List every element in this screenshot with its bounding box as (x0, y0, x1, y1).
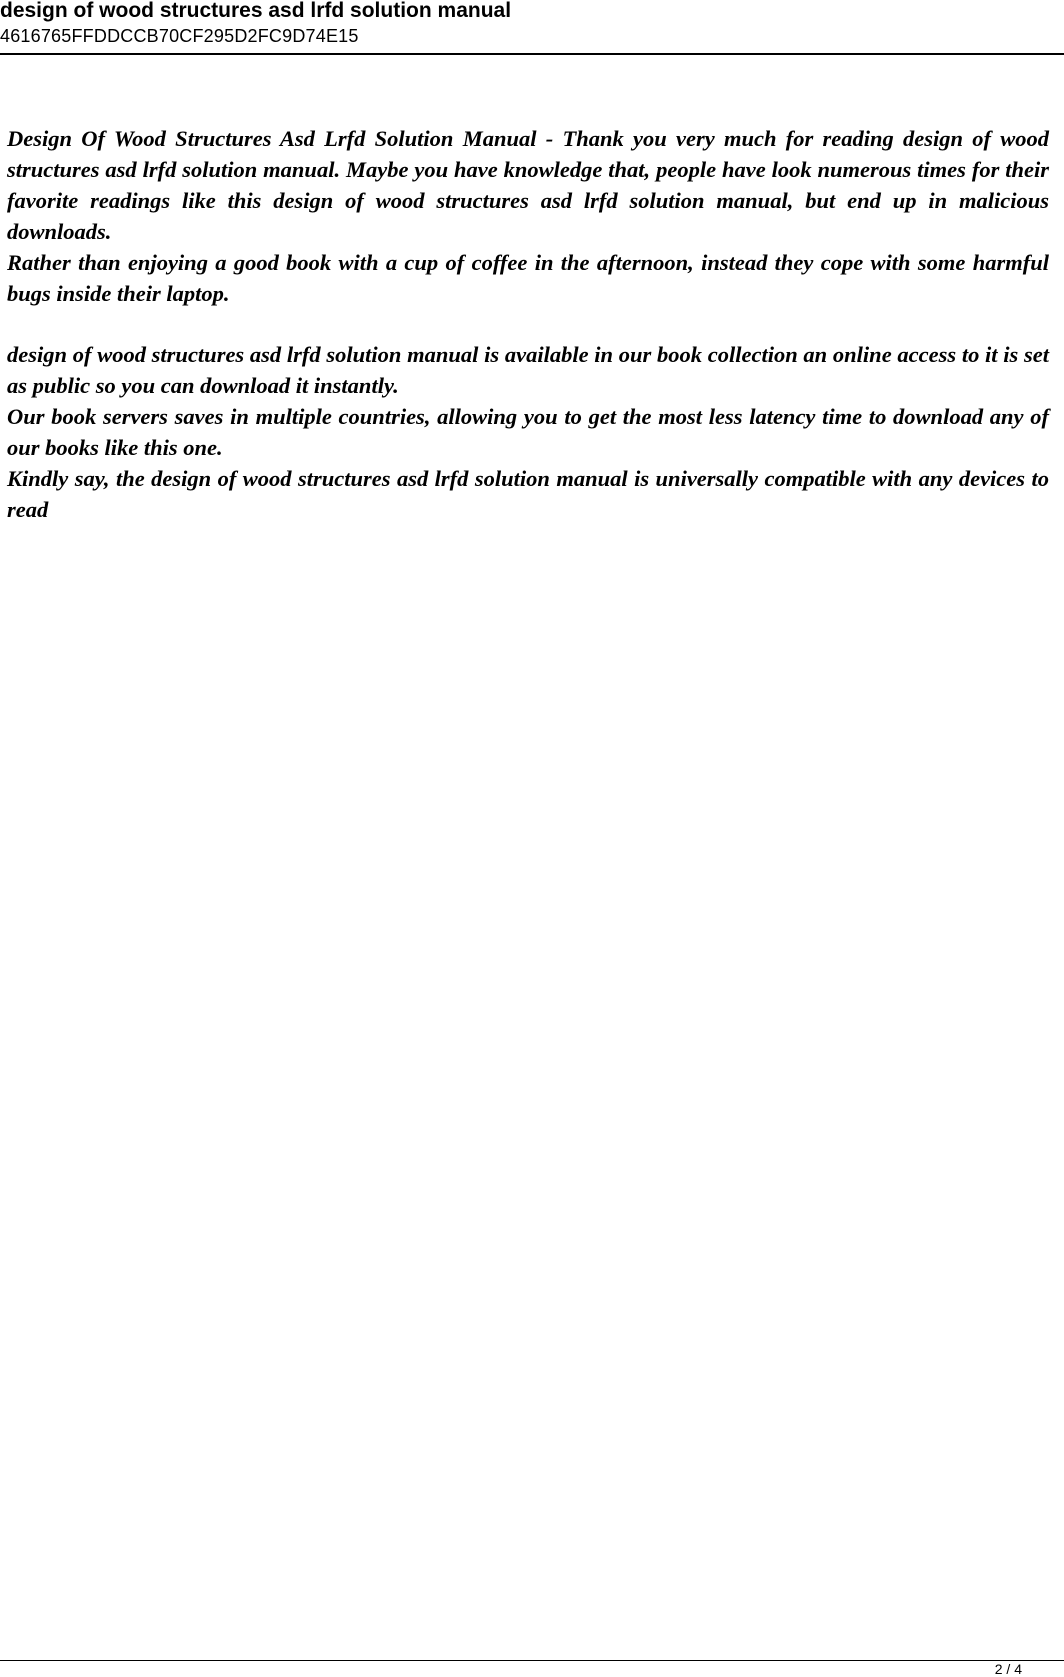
document-body (7, 123, 1049, 525)
document-title: design of wood structures asd lrfd solution manual (0, 0, 512, 22)
body-paragraph: Design Of Wood Structures Asd Lrfd Solution Manual - Thank you very much for reading design of wood structures asd lrfd solution manual. Maybe you have knowledge that, people have look numerous times for their favorite readings like this design of wood structures asd lrfd solution manual, but end up in malicious downloads. (7, 126, 1049, 244)
body-paragraph: Kindly say, the design of wood structures asd lrfd solution manual is universally compatible with any devices to read (7, 466, 1049, 522)
document-id: 4616765FFDDCCB70CF295D2FC9D74E15 (0, 26, 359, 46)
page-number: 2 / 4 (994, 1661, 1022, 1677)
page-header (0, 0, 1064, 55)
body-paragraph: Rather than enjoying a good book with a cup of coffee in the afternoon, instead they cope with some harmful bugs inside their laptop. (7, 250, 1049, 306)
body-paragraph: design of wood structures asd lrfd solution manual is available in our book collection an online access to it is set as public so you can download it instantly. (7, 342, 1049, 398)
page-footer (0, 1660, 1064, 1677)
body-paragraph: Our book servers saves in multiple countries, allowing you to get the most less latency time to download any of our books like this one. (7, 404, 1049, 460)
